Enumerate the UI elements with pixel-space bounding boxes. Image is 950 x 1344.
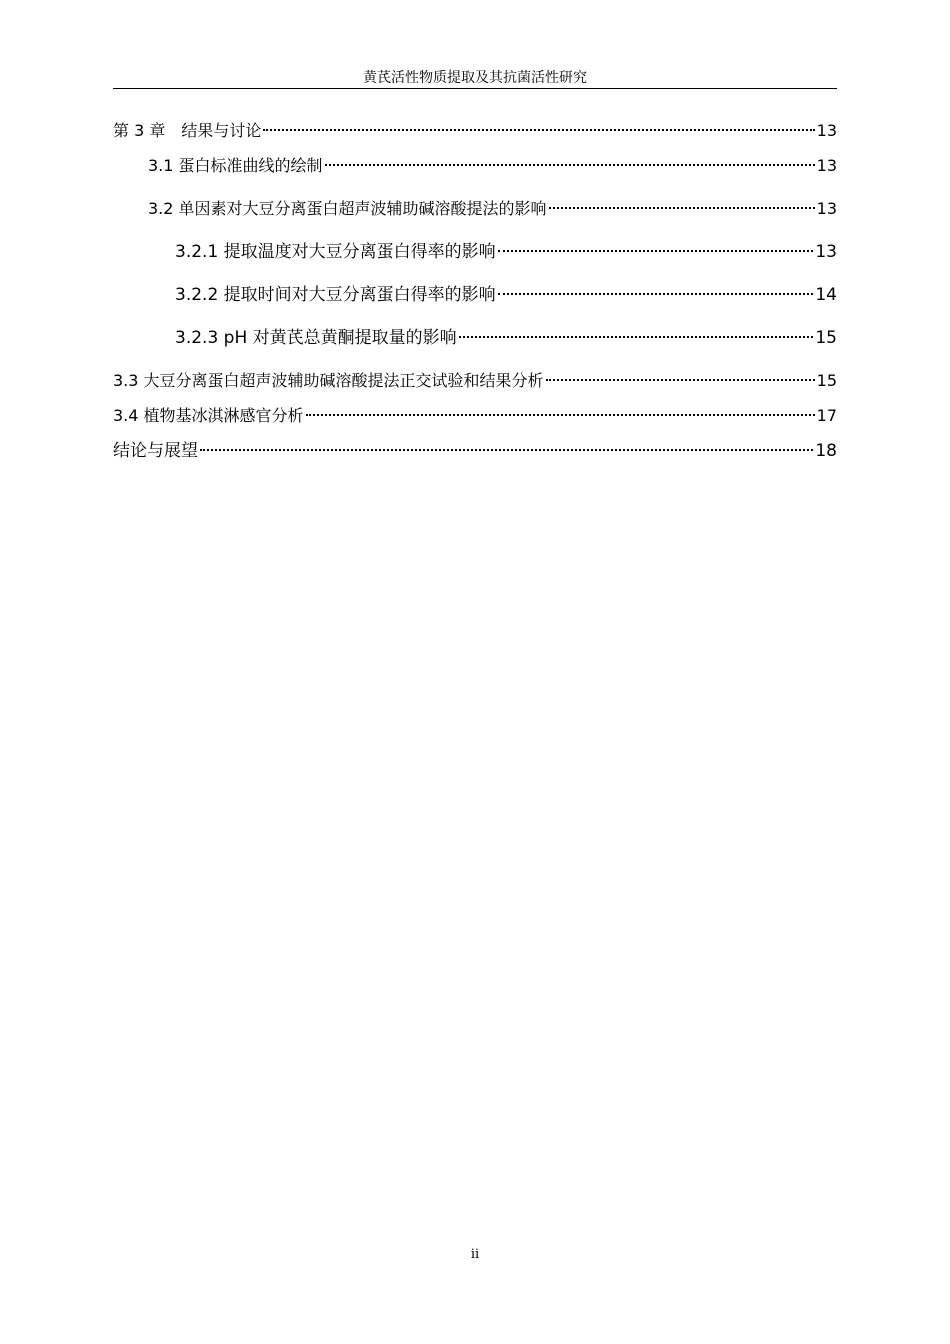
toc-entry-text: 第 3 章 结果与讨论 bbox=[113, 121, 262, 140]
toc-entry-3-2-1[interactable] bbox=[175, 240, 837, 264]
toc-leader-dots bbox=[325, 164, 815, 166]
toc-page-number: 15 bbox=[816, 371, 837, 390]
toc-entry-3-3[interactable] bbox=[113, 369, 837, 393]
toc-leader-dots bbox=[498, 250, 814, 252]
toc-entry-text: 3.4 植物基冰淇淋感官分析 bbox=[113, 406, 304, 425]
toc-page-number: 18 bbox=[815, 441, 837, 461]
toc-leader-dots bbox=[498, 293, 814, 295]
toc-entry-conclusion[interactable] bbox=[113, 439, 837, 463]
toc-page-number: 13 bbox=[816, 156, 837, 175]
toc-leader-dots bbox=[546, 379, 815, 381]
toc-leader-dots bbox=[459, 336, 814, 338]
toc-entry-text: 结论与展望 bbox=[113, 441, 198, 461]
toc-entry-text: 3.3 大豆分离蛋白超声波辅助碱溶酸提法正交试验和结果分析 bbox=[113, 371, 544, 390]
running-header-title: 黄芪活性物质提取及其抗菌活性研究 bbox=[363, 70, 587, 86]
toc-page-number: 14 bbox=[815, 285, 837, 305]
header-rule bbox=[113, 88, 837, 89]
toc-entry-text: 3.2.3 pH 对黄芪总黄酮提取量的影响 bbox=[175, 328, 457, 348]
toc-entry-3-2[interactable] bbox=[148, 197, 837, 221]
footer-page-number: ii bbox=[470, 1247, 480, 1262]
toc-entry-3-2-2[interactable] bbox=[175, 283, 837, 307]
toc-entry-3-2-3[interactable] bbox=[175, 326, 837, 350]
toc-leader-dots bbox=[549, 207, 815, 209]
toc-leader-dots bbox=[200, 449, 813, 451]
toc-page-number: 13 bbox=[816, 121, 837, 140]
toc-page-number: 17 bbox=[816, 406, 837, 425]
toc-page-number: 13 bbox=[816, 199, 837, 218]
toc-leader-dots bbox=[306, 414, 815, 416]
toc-entry-chapter-3[interactable] bbox=[113, 119, 837, 143]
toc-entry-text: 3.2.1 提取温度对大豆分离蛋白得率的影响 bbox=[175, 242, 496, 262]
toc-entry-text: 3.2.2 提取时间对大豆分离蛋白得率的影响 bbox=[175, 285, 496, 305]
toc-entry-3-1[interactable] bbox=[148, 154, 837, 178]
toc-entry-text: 3.1 蛋白标准曲线的绘制 bbox=[148, 156, 323, 175]
toc-entry-3-4[interactable] bbox=[113, 404, 837, 428]
toc-entry-text: 3.2 单因素对大豆分离蛋白超声波辅助碱溶酸提法的影响 bbox=[148, 199, 547, 218]
toc-leader-dots bbox=[263, 129, 814, 131]
toc-page-number: 15 bbox=[815, 328, 837, 348]
toc-page-number: 13 bbox=[815, 242, 837, 262]
